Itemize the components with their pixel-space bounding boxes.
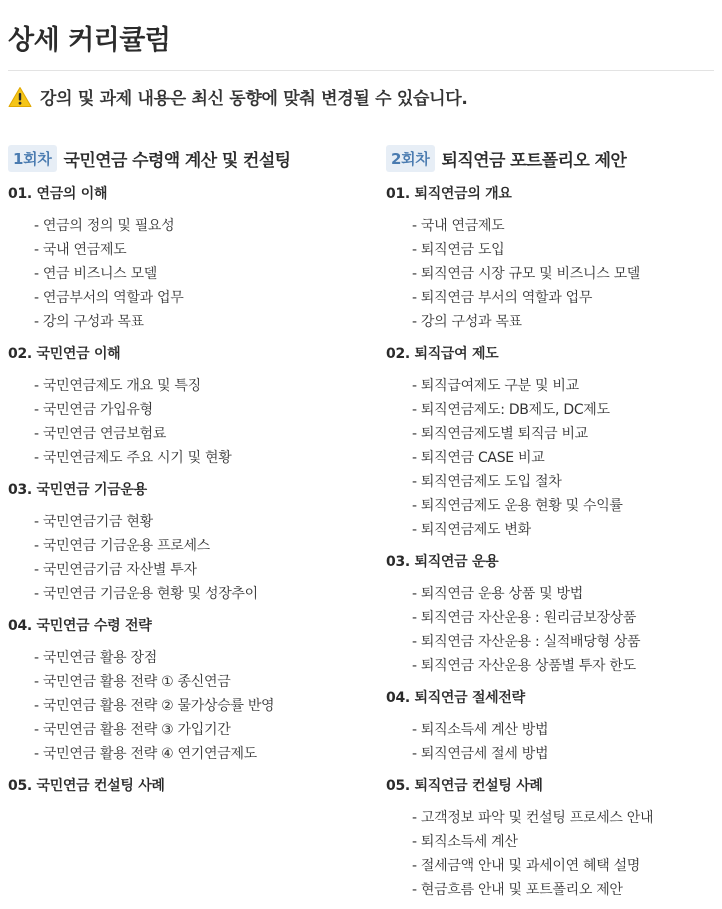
curriculum-section bbox=[8, 614, 368, 766]
list-item: - 국민연금 기금운용 현황 및 성장추이 bbox=[8, 582, 368, 606]
curriculum-section bbox=[8, 478, 368, 606]
section-item-list bbox=[386, 718, 716, 766]
list-item: - 국민연금 활용 전략 ③ 가입기간 bbox=[8, 718, 368, 742]
notice-callout bbox=[8, 84, 468, 109]
list-item: - 국내 연금제도 bbox=[386, 214, 716, 238]
list-item: - 국민연금 연금보험료 bbox=[8, 422, 368, 446]
section-title: 05. 퇴직연금 컨설팅 사례 bbox=[386, 778, 543, 794]
curriculum-section bbox=[8, 774, 368, 798]
page-title: 상세 커리큘럼 bbox=[8, 25, 171, 56]
list-item: - 퇴직급여제도 구분 및 비교 bbox=[386, 374, 716, 398]
list-item: - 국내 연금제도 bbox=[8, 238, 368, 262]
notice-text: 강의 및 과제 내용은 최신 동향에 맞춰 변경될 수 있습니다. bbox=[40, 89, 468, 109]
curriculum-section bbox=[386, 550, 716, 678]
list-item: - 강의 구성과 목표 bbox=[8, 310, 368, 334]
section-title: 04. 퇴직연금 절세전략 bbox=[386, 690, 525, 706]
list-item: - 연금부서의 역할과 업무 bbox=[8, 286, 368, 310]
session-column-1 bbox=[8, 144, 368, 806]
section-list bbox=[386, 182, 716, 902]
section-list bbox=[8, 182, 368, 798]
section-title: 02. 국민연금 이해 bbox=[8, 346, 121, 362]
curriculum-section bbox=[8, 342, 368, 470]
section-title: 05. 국민연금 컨설팅 사례 bbox=[8, 778, 165, 794]
section-item-list bbox=[8, 510, 368, 606]
list-item: - 국민연금제도 주요 시기 및 현황 bbox=[8, 446, 368, 470]
list-item: - 고객정보 파악 및 컨설팅 프로세스 안내 bbox=[386, 806, 716, 830]
list-item: - 퇴직연금제도 도입 절차 bbox=[386, 470, 716, 494]
section-item-list bbox=[386, 374, 716, 542]
list-item: - 퇴직연금 운용 상품 및 방법 bbox=[386, 582, 716, 606]
session-badge: 2회차 bbox=[386, 145, 435, 172]
section-title: 03. 퇴직연금 운용 bbox=[386, 554, 499, 570]
list-item: - 국민연금기금 현황 bbox=[8, 510, 368, 534]
list-item: - 퇴직연금 도입 bbox=[386, 238, 716, 262]
session-badge: 1회차 bbox=[8, 145, 57, 172]
curriculum-section bbox=[386, 774, 716, 902]
session-title: 퇴직연금 포트폴리오 제안 bbox=[441, 150, 627, 171]
list-item: - 퇴직연금제도 변화 bbox=[386, 518, 716, 542]
list-item: - 국민연금기금 자산별 투자 bbox=[8, 558, 368, 582]
curriculum-section bbox=[8, 182, 368, 334]
list-item: - 퇴직연금 자산운용 : 원리금보장상품 bbox=[386, 606, 716, 630]
list-item: - 국민연금 가입유형 bbox=[8, 398, 368, 422]
section-item-list bbox=[8, 214, 368, 334]
list-item: - 퇴직연금 자산운용 상품별 투자 한도 bbox=[386, 654, 716, 678]
list-item: - 연금 비즈니스 모델 bbox=[8, 262, 368, 286]
section-item-list bbox=[386, 214, 716, 334]
list-item: - 퇴직연금 CASE 비교 bbox=[386, 446, 716, 470]
section-item-list bbox=[386, 582, 716, 678]
curriculum-section bbox=[386, 686, 716, 766]
list-item: - 국민연금제도 개요 및 특징 bbox=[8, 374, 368, 398]
section-title: 04. 국민연금 수령 전략 bbox=[8, 618, 152, 634]
list-item: - 국민연금 활용 장점 bbox=[8, 646, 368, 670]
list-item: - 퇴직연금 부서의 역할과 업무 bbox=[386, 286, 716, 310]
list-item: - 국민연금 활용 전략 ② 물가상승률 반영 bbox=[8, 694, 368, 718]
curriculum-section bbox=[386, 182, 716, 334]
list-item: - 퇴직소득세 계산 방법 bbox=[386, 718, 716, 742]
list-item: - 퇴직소득세 계산 bbox=[386, 830, 716, 854]
list-item: - 국민연금 활용 전략 ① 종신연금 bbox=[8, 670, 368, 694]
title-divider bbox=[8, 70, 714, 71]
session-header bbox=[8, 144, 368, 172]
list-item: - 퇴직연금세 절세 방법 bbox=[386, 742, 716, 766]
list-item: - 국민연금 기금운용 프로세스 bbox=[8, 534, 368, 558]
curriculum-section bbox=[386, 342, 716, 542]
section-item-list bbox=[8, 646, 368, 766]
section-title: 01. 퇴직연금의 개요 bbox=[386, 186, 512, 202]
list-item: - 절세금액 안내 및 과세이연 혜택 설명 bbox=[386, 854, 716, 878]
session-column-2 bbox=[386, 144, 716, 909]
section-title: 02. 퇴직급여 제도 bbox=[386, 346, 499, 362]
warning-icon bbox=[8, 86, 32, 108]
list-item: - 퇴직연금 자산운용 : 실적배당형 상품 bbox=[386, 630, 716, 654]
list-item: - 강의 구성과 목표 bbox=[386, 310, 716, 334]
list-item: - 퇴직연금제도: DB제도, DC제도 bbox=[386, 398, 716, 422]
list-item: - 국민연금 활용 전략 ④ 연기연금제도 bbox=[8, 742, 368, 766]
section-title: 03. 국민연금 기금운용 bbox=[8, 482, 147, 498]
section-item-list bbox=[386, 806, 716, 902]
section-title: 01. 연금의 이해 bbox=[8, 186, 108, 202]
list-item: - 연금의 정의 및 필요성 bbox=[8, 214, 368, 238]
list-item: - 현금흐름 안내 및 포트폴리오 제안 bbox=[386, 878, 716, 902]
session-header bbox=[386, 144, 716, 172]
list-item: - 퇴직연금제도 운용 현황 및 수익률 bbox=[386, 494, 716, 518]
list-item: - 퇴직연금제도별 퇴직금 비교 bbox=[386, 422, 716, 446]
session-title: 국민연금 수령액 계산 및 컨설팅 bbox=[63, 150, 291, 171]
section-item-list bbox=[8, 374, 368, 470]
list-item: - 퇴직연금 시장 규모 및 비즈니스 모델 bbox=[386, 262, 716, 286]
